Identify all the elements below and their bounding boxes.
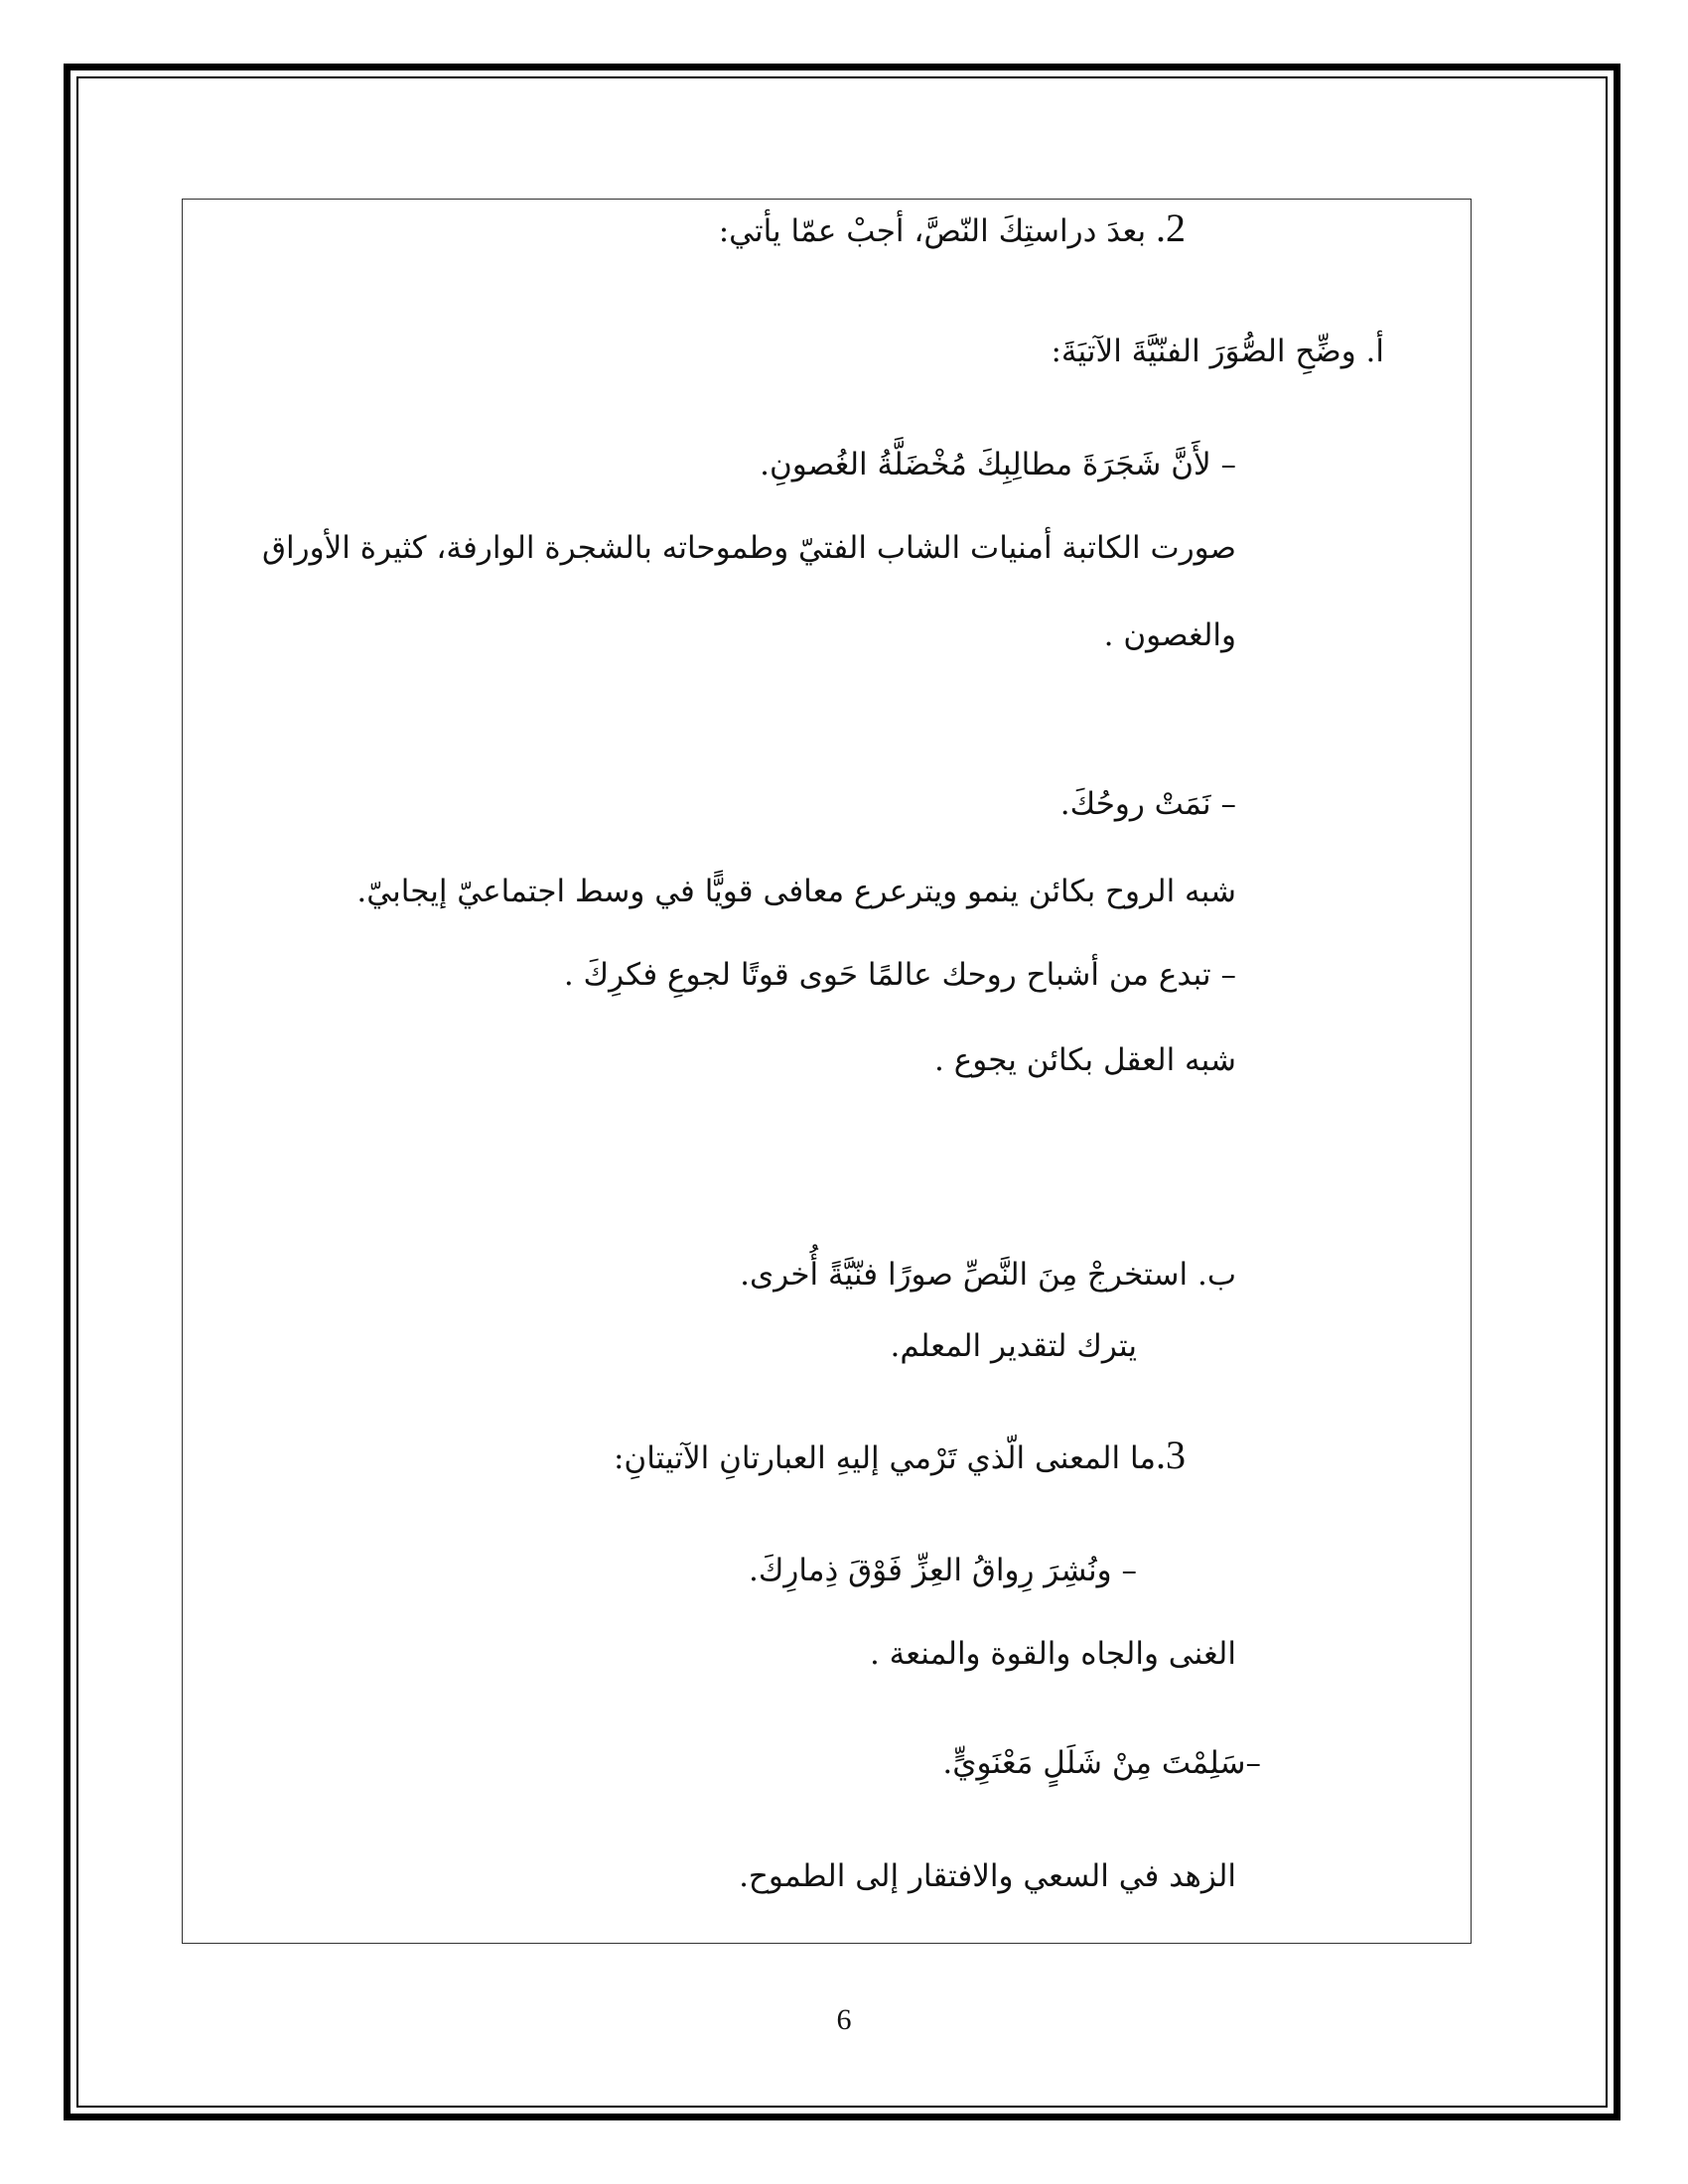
q3-item1-answer: الغنى والجاه والقوة والمنعة . [869,1636,1236,1672]
q2-heading: بعدَ دراستِكَ النّصَّ، أجبْ عمّا يأتي: [718,213,1156,249]
q2-a-item1-answer-line1: صورت الكاتبة أمنيات الشاب الفتيّ وطموحاته بالشجرة الوارفة، كثيرة الأوراق [261,530,1236,566]
q2-a-item2-quote: – نَمَتْ روحُكَ. [1059,786,1236,822]
q2-b-heading: ب. استخرجْ مِنَ النَّصِّ صورًا فنّيَّةً أُخرى. [740,1257,1236,1293]
q2-a-item1-answer-line2: والغصون . [1103,617,1236,653]
q3-heading: ما المعنى الّذي تَرْمي إليهِ العبارتانِ الآتيتانِ: [613,1440,1156,1476]
q2-a-item1-quote: – لأَنَّ شَجَرَةَ مطالِبِكَ مُخْضَلَّةُ الغُصونِ. [760,447,1236,482]
q3-item2-answer: الزهد في السعي والافتقار إلى الطموح. [739,1858,1236,1894]
q2-heading-line [719,206,1186,253]
q3-number: 3. [1156,1433,1186,1477]
q3-item2-quote: –سَلِمْتَ مِنْ شَلَلٍ مَعْنَوِيٍّ. [942,1745,1261,1781]
q3-heading-line [614,1433,1186,1480]
q2-a-item3-answer: شبه العقل بكائن يجوع . [934,1042,1236,1078]
q2-a-item3-quote: – تبدع من أشباح روحك عالمًا حَوى قوتًا لجوعِ فكرِكَ . [563,957,1236,993]
q2-a-heading: أ. وضِّحِ الصُّوَرَ الفنّيَّةَ الآتيَةَ: [1051,334,1384,369]
q2-b-answer: يترك لتقدير المعلم. [890,1328,1137,1364]
page-number: 6 [836,2003,852,2036]
q2-a-item2-answer: شبه الروح بكائن ينمو ويترعرع معافى قويًّا في وسط اجتماعيّ إيجابيّ. [356,874,1236,909]
q3-item1-quote: – ونُشِرَ رِواقُ العِزِّ فَوْقَ ذِمارِكَ. [749,1553,1137,1588]
q2-number: 2. [1156,205,1186,250]
